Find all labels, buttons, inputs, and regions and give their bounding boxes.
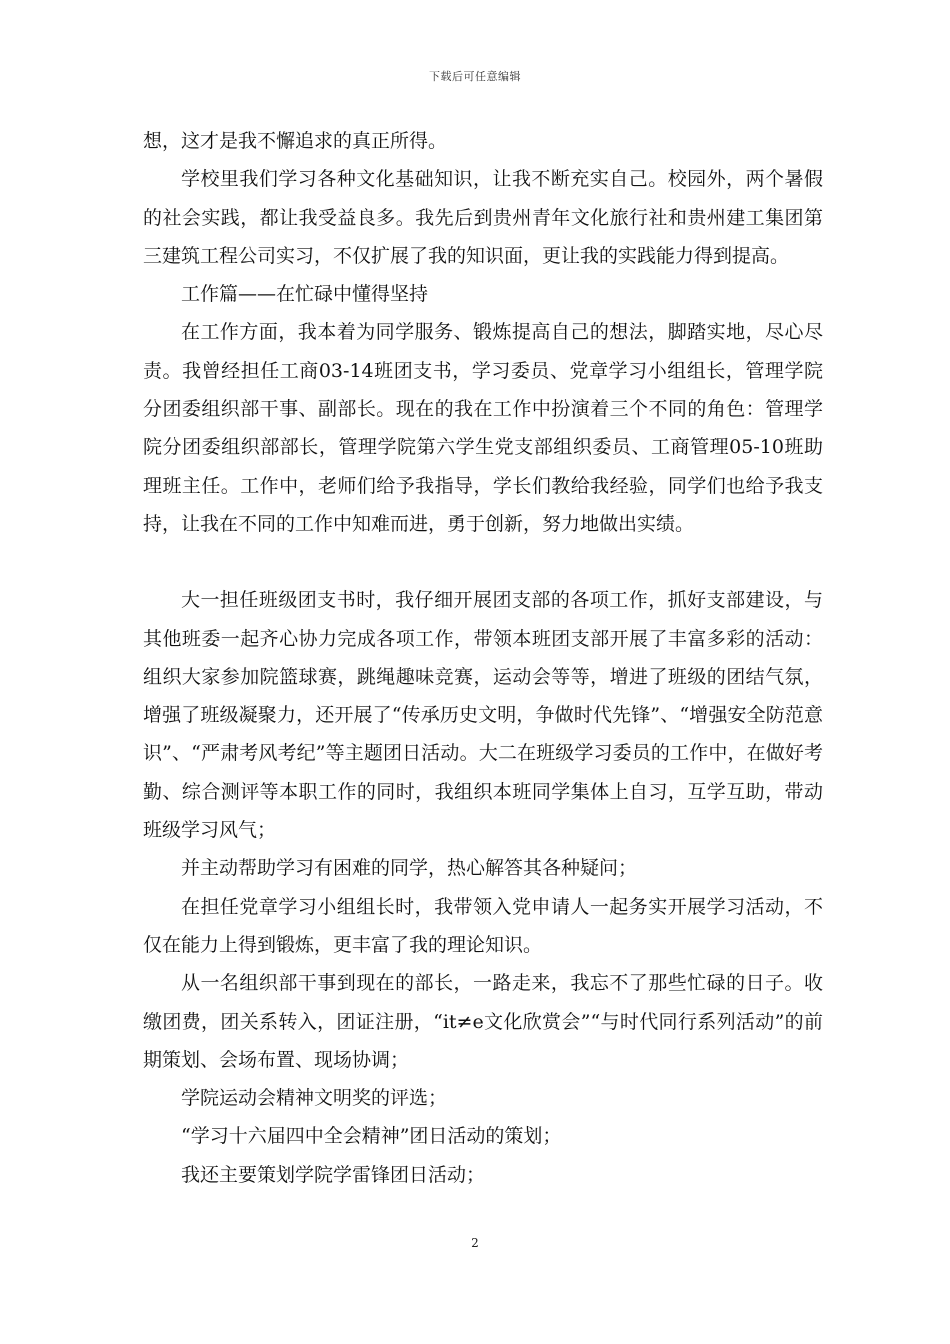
paragraph-work-overview: 在工作方面，我本着为同学服务、锻炼提高自己的想法，脚踏实地，尽心尽责。我曾经担任工商03-14班团支书，学习委员、党章学习小组组长，管理学院分团委组织部干事、副部长。现在的我在工作中扮演着三个不同的角色：管理学院分团委组织部部长，管理学院第六学生党支部组织委员、工商管理05-10班助理班主任。工作中，老师们给予我指导，学长们教给我经验，同学们也给予我支持，让我在不同的工作中知难而进，勇于创新，努力地做出实绩。 bbox=[143, 321, 823, 535]
page-number: 2 bbox=[471, 1236, 479, 1250]
paragraph-party-study-group: 在担任党章学习小组组长时，我带领入党申请人一起务实开展学习活动，不仅在能力上得到锻炼，更丰富了我的理论知识。 bbox=[143, 895, 823, 956]
paragraph-help-classmates: 并主动帮助学习有困难的同学，热心解答其各种疑问； bbox=[181, 857, 638, 880]
paragraph-league-secretary: 大一担任班级团支书时，我仔细开展团支部的各项工作，抓好支部建设，与其他班委一起齐心协力完成各项工作，带领本班团支部开展了丰富多彩的活动：组织大家参加院篮球赛，跳绳趣味竞赛，运动会等等，增进了班级的团结气氛，增强了班级凝聚力，还开展了“传承历史文明，争做时代先锋”、“增强安全防范意识”、“严肃考风考纪”等主题团日活动。大二在班级学习委员的工作中，在做好考勤、综合测评等本职工作的同时，我组织本班同学集体上自习，互学互助，带动班级学习风气； bbox=[143, 589, 823, 842]
section-heading-work: 工作篇——在忙碌中懂得坚持 bbox=[181, 283, 429, 306]
document-body bbox=[143, 122, 823, 1194]
paragraph-league-day-planning: “学习十六届四中全会精神”团日活动的策划； bbox=[181, 1125, 562, 1148]
paragraph-study: 学校里我们学习各种文化基础知识，让我不断充实自己。校园外，两个暑假的社会实践，都让我受益良多。我先后到贵州青年文化旅行社和贵州建工集团第三建筑工程公司实习，不仅扩展了我的知识面，更让我的实践能力得到提高。 bbox=[143, 168, 823, 267]
page-header: 下载后可任意编辑 bbox=[429, 70, 521, 83]
paragraph-sports-award: 学院运动会精神文明奖的评选； bbox=[181, 1087, 448, 1110]
paragraph-organization-dept: 从一名组织部干事到现在的部长，一路走来，我忘不了那些忙碌的日子。收缴团费，团关系转入，团证注册，“it≠e文化欣赏会”“与时代同行系列活动”的前期策划、会场布置、现场协调； bbox=[143, 972, 823, 1071]
paragraph-continuation: 想，这才是我不懈追求的真正所得。 bbox=[143, 130, 448, 152]
paragraph-leifeng-activity: 我还主要策划学院学雷锋团日活动； bbox=[181, 1163, 486, 1186]
